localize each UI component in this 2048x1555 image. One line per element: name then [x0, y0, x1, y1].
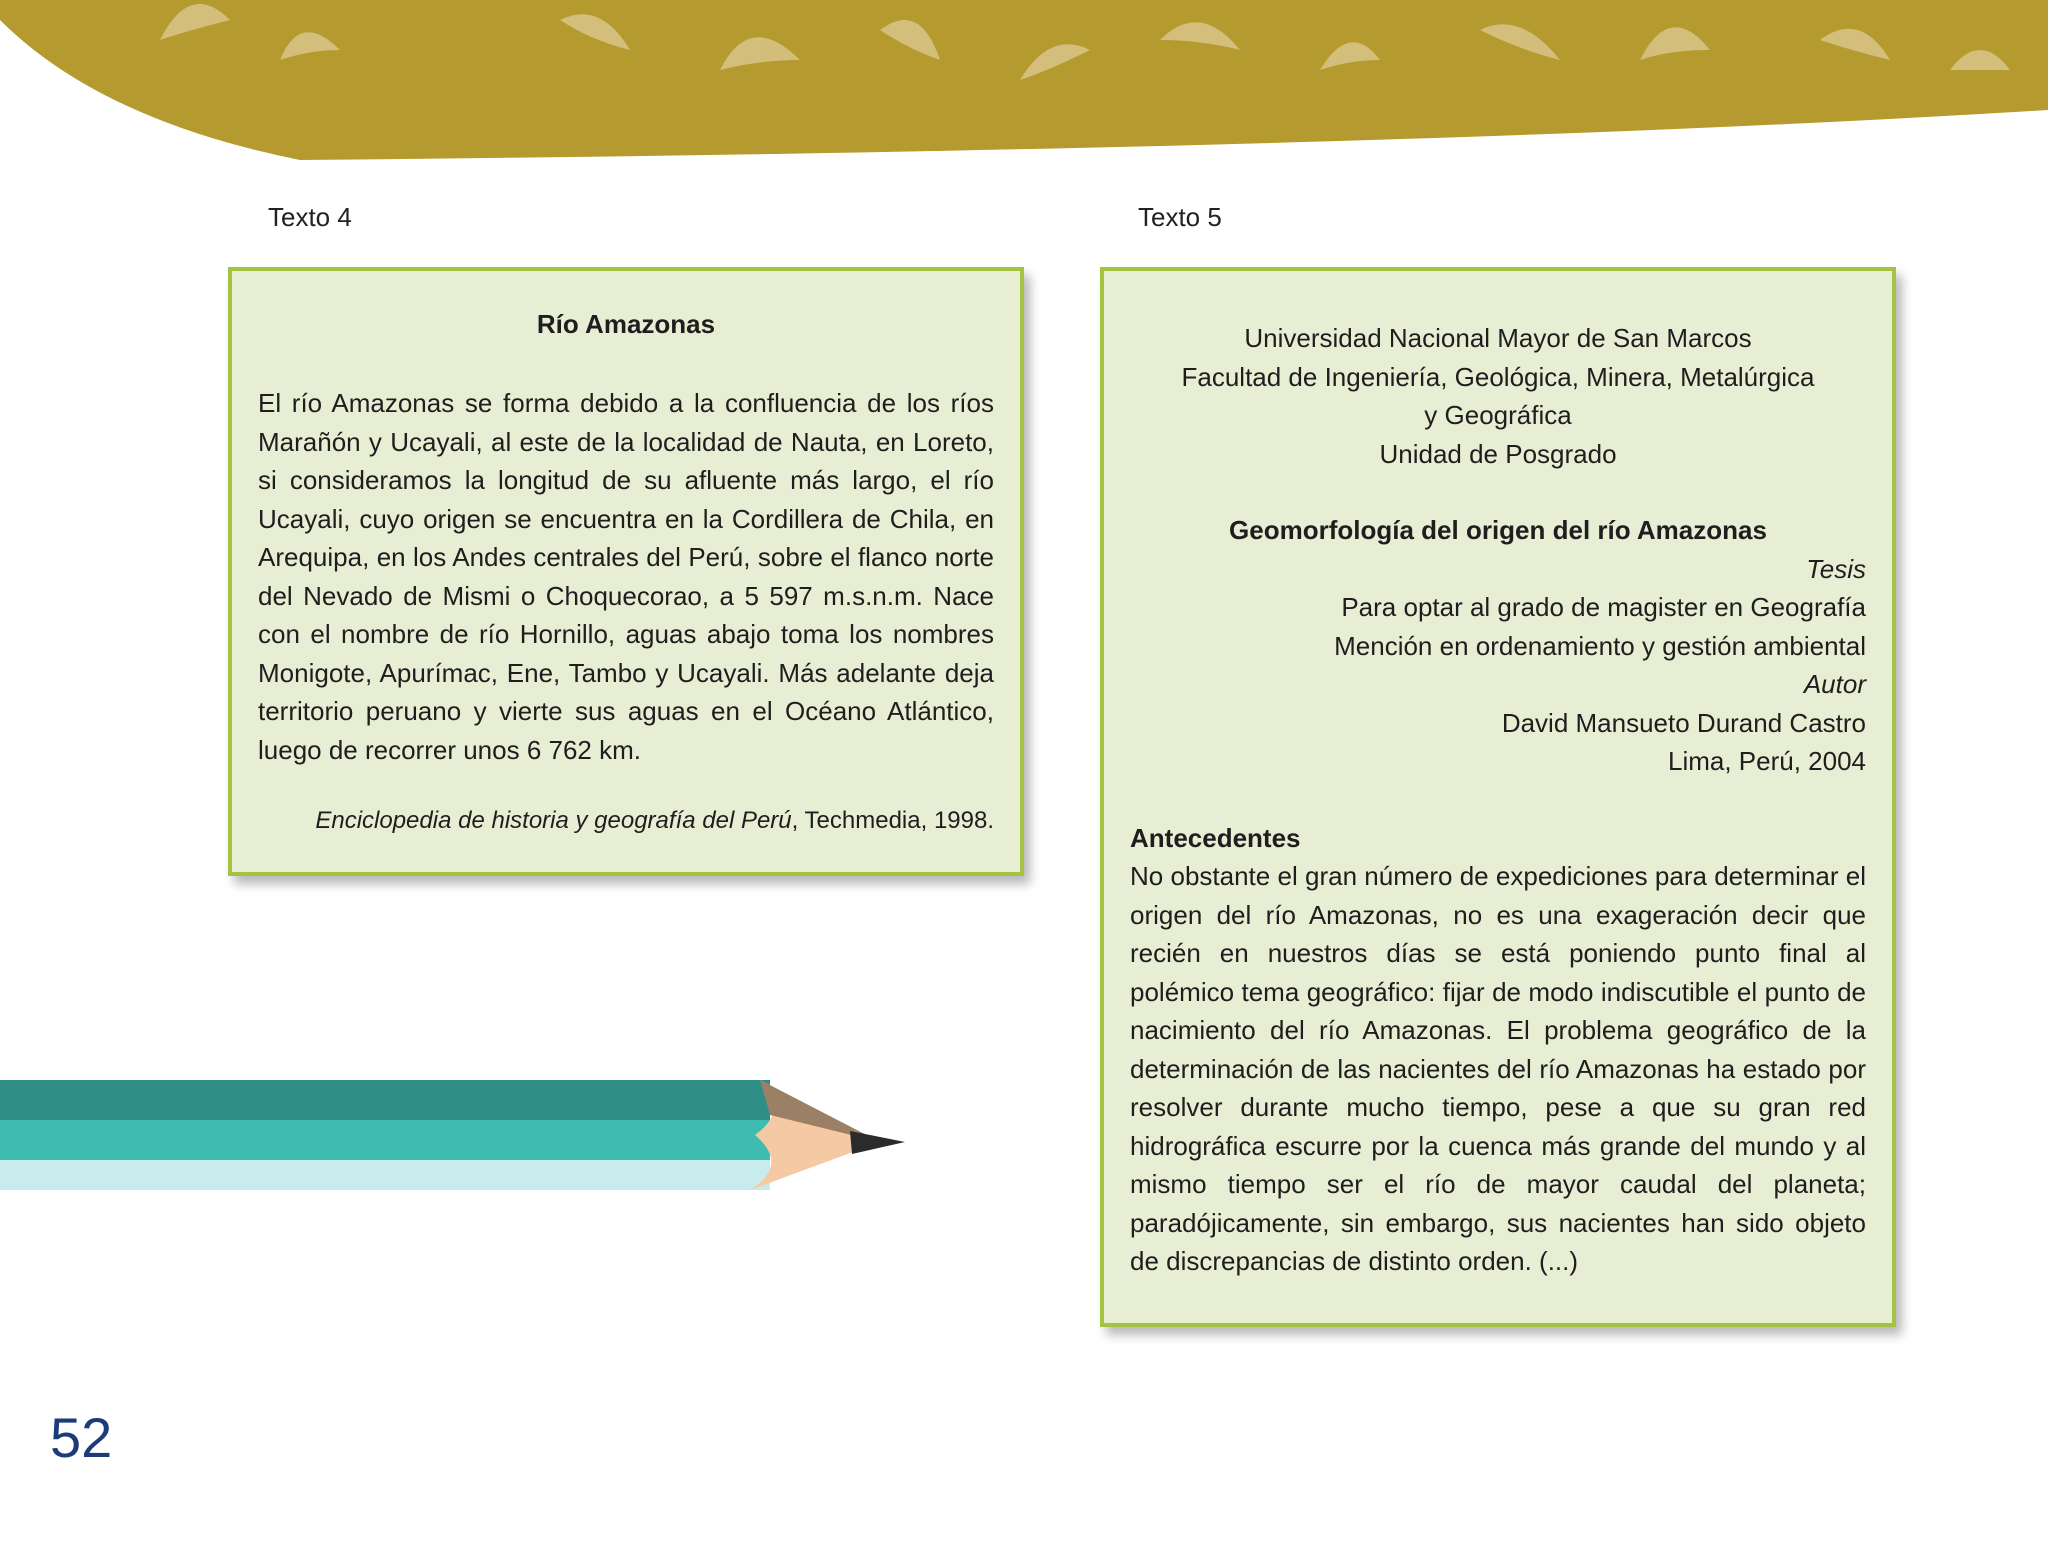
- unit-line: Unidad de Posgrado: [1379, 438, 1617, 469]
- degree-line-2: Mención en ordenamiento y gestión ambiental: [1334, 630, 1866, 661]
- pencil-illustration: [0, 1070, 920, 1210]
- page-number: 52: [50, 1406, 113, 1469]
- text4-source-rest: , Techmedia, 1998.: [791, 807, 994, 834]
- degree-line-1: Para optar al grado de magister en Geografía: [1341, 592, 1866, 622]
- place-date: Lima, Perú, 2004: [1667, 746, 1866, 776]
- text4-label: Texto 4: [268, 202, 352, 232]
- text4-source-title: Enciclopedia de historia y geografía del Perú: [315, 807, 792, 834]
- university-line: Universidad Nacional Mayor de San Marcos: [1244, 323, 1752, 353]
- autor-label: Autor: [1803, 669, 1866, 699]
- text5-box: [1100, 267, 1896, 1327]
- antecedentes-body: No obstante el gran número de expediciones para determinar el origen del río Amazonas, no es una exageración decir que recién en nuestros días se está poniendo punto final al polémico tema geográfico: fijar de modo indiscutible el punto de nacimiento del río Amazonas. El problema geográfico de la determinación de las nacientes del río Amazonas ha estado por resolver durante mucho tiempo, pese a que su gran red hidrográfica escurre por la cuenca más grande del mundo y al mismo tiempo ser el río de mayor caudal del planeta; paradójicamente, sin embargo, sus nacientes han sido objeto de discrepancias de distinto orden. (...): [1130, 861, 1866, 1276]
- antecedentes-heading: Antecedentes: [1130, 822, 1301, 853]
- text5-label: Texto 5: [1138, 202, 1222, 232]
- thesis-title: Geomorfología del origen del río Amazonas: [1229, 515, 1767, 545]
- decorative-banner: [0, 0, 2048, 170]
- text4-source: [258, 807, 994, 835]
- author-name: David Mansueto Durand Castro: [1501, 707, 1866, 738]
- faculty-line: Facultad de Ingeniería, Geológica, Minera, Metalúrgica: [1181, 361, 1815, 392]
- text4-box: [228, 267, 1024, 876]
- text4-title: Río Amazonas: [536, 309, 716, 339]
- faculty-line-cont: y Geográfica: [1424, 400, 1572, 430]
- tesis-label: Tesis: [1806, 553, 1866, 584]
- text4-body: El río Amazonas se forma debido a la confluencia de los ríos Marañón y Ucayali, al este de la localidad de Nauta, en Loreto, si consideramos la longitud de su afluente más largo, el río Ucayali, cuyo origen se encuentra en la Cordillera de Chila, en Arequipa, en los Andes centrales del Perú, sobre el flanco norte del Nevado de Mismi o Choquecorao, a 5 597 m.s.n.m. Nace con el nombre de río Hornillo, aguas abajo toma los nombres Monigote, Apurímac, Ene, Tambo y Ucayali. Más adelante deja territorio peruano y vierte sus aguas en el Océano Atlántico, luego de recorrer unos 6 762 km.: [258, 388, 994, 765]
